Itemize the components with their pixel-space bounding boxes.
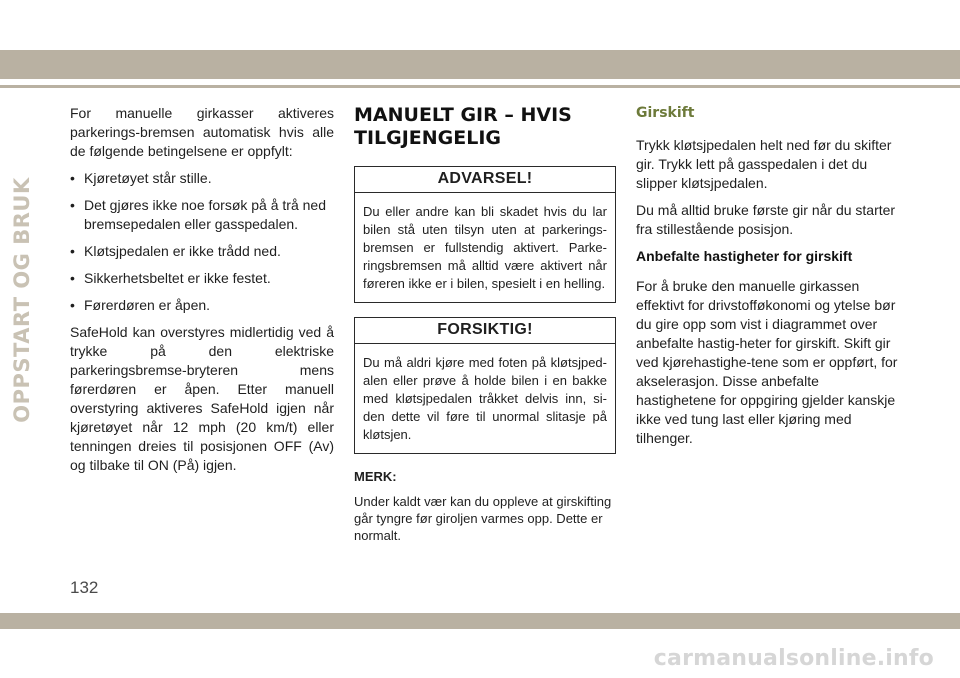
column-middle [354,104,616,552]
caution-box [354,317,616,454]
header-band [0,50,960,79]
list-item-text: Det gjøres ikke noe forsøk på å trå ned bremsepedalen eller gasspedalen. [84,197,326,232]
caution-text: Du må aldri kjøre med foten på kløtsjped-alen eller prøve å holde bilen i en bakke med kløtsjpedalen tråkket delvis inn, si-den dette vil føre til unormal slitasje på kløtsjen. [363,355,607,442]
bullet-icon: • [70,270,75,286]
footer-band [0,613,960,629]
bullet-icon: • [70,197,75,213]
safehold-paragraph: SafeHold kan overstyres midlertidig ved å trykke på den elektriske parkeringsbremse-bryteren mens førerdøren er åpen. Etter manuell overstyring aktiveres SafeHold igjen når kjøretøyet når 12 mph (20 km/t) eller tenningen dreies til posisjonen OFF (Av) og tilbake til ON (På) igjen. [70,324,334,473]
watermark: carmanualsonline.info [653,646,934,671]
page-number: 132 [70,578,99,597]
bullet-icon: • [70,170,75,186]
warning-heading: ADVARSEL! [355,167,615,193]
column-right [636,104,902,456]
list-item [70,169,334,188]
column-left [70,104,334,483]
caution-heading: FORSIKTIG! [355,318,615,344]
note-label: MERK: [354,469,397,484]
list-item-text: Kløtsjpedalen er ikke trådd ned. [84,243,281,259]
warning-box [354,166,616,303]
note-text: Under kaldt vær kan du oppleve at girskifting går tyngre før giroljen varmes opp. Dette er normalt. [354,494,612,543]
section-title: MANUELT GIR – HVIS TILGJENGELIG [354,104,572,149]
list-item-text: Førerdøren er åpen. [84,297,211,313]
list-item-text: Sikkerhetsbeltet er ikke festet. [84,270,271,286]
list-item [70,269,334,288]
bullet-icon: • [70,297,75,313]
list-item [70,296,334,315]
shifting-paragraph: Trykk kløtsjpedalen helt ned før du skifter gir. Trykk lett på gasspedalen i det du slipper kløtsjpedalen. [636,137,892,191]
list-item [70,196,334,234]
speeds-heading: Anbefalte hastigheter for girskift [636,248,853,264]
header-rule [0,85,960,88]
section-side-label: OPPSTART OG BRUK [10,177,34,423]
list-item [70,242,334,261]
speeds-paragraph: For å bruke den manuelle girkassen effektivt for drivstofføkonomi og ytelse bør du gire opp som vist i diagrammet over anbefalte hastig-heter for girskift. Skift gir ved kjørehastighe-tene som er oppført, for akselerasjon. Disse anbefalte hastighetene for oppgiring gjelder kanskje ikke ved tung last eller kjøring med tilhenger. [636,278,898,446]
warning-text: Du eller andre kan bli skadet hvis du lar bilen stå uten tilsyn uten at parkerings-bremsen er fullstendig aktivert. Parke-ringsbremsen må alltid være aktivert når føreren ikke er i bilen, spesielt i en helling. [363,204,607,291]
first-gear-paragraph: Du må alltid bruke første gir når du starter fra stillestående posisjon. [636,202,896,237]
bullet-icon: • [70,243,75,259]
intro-paragraph: For manuelle girkasser aktiveres parkerings-bremsen automatisk hvis alle de følgende betingelsene er oppfylt: [70,105,334,159]
list-item-text: Kjøretøyet står stille. [84,170,212,186]
subsection-heading: Girskift [636,105,695,121]
